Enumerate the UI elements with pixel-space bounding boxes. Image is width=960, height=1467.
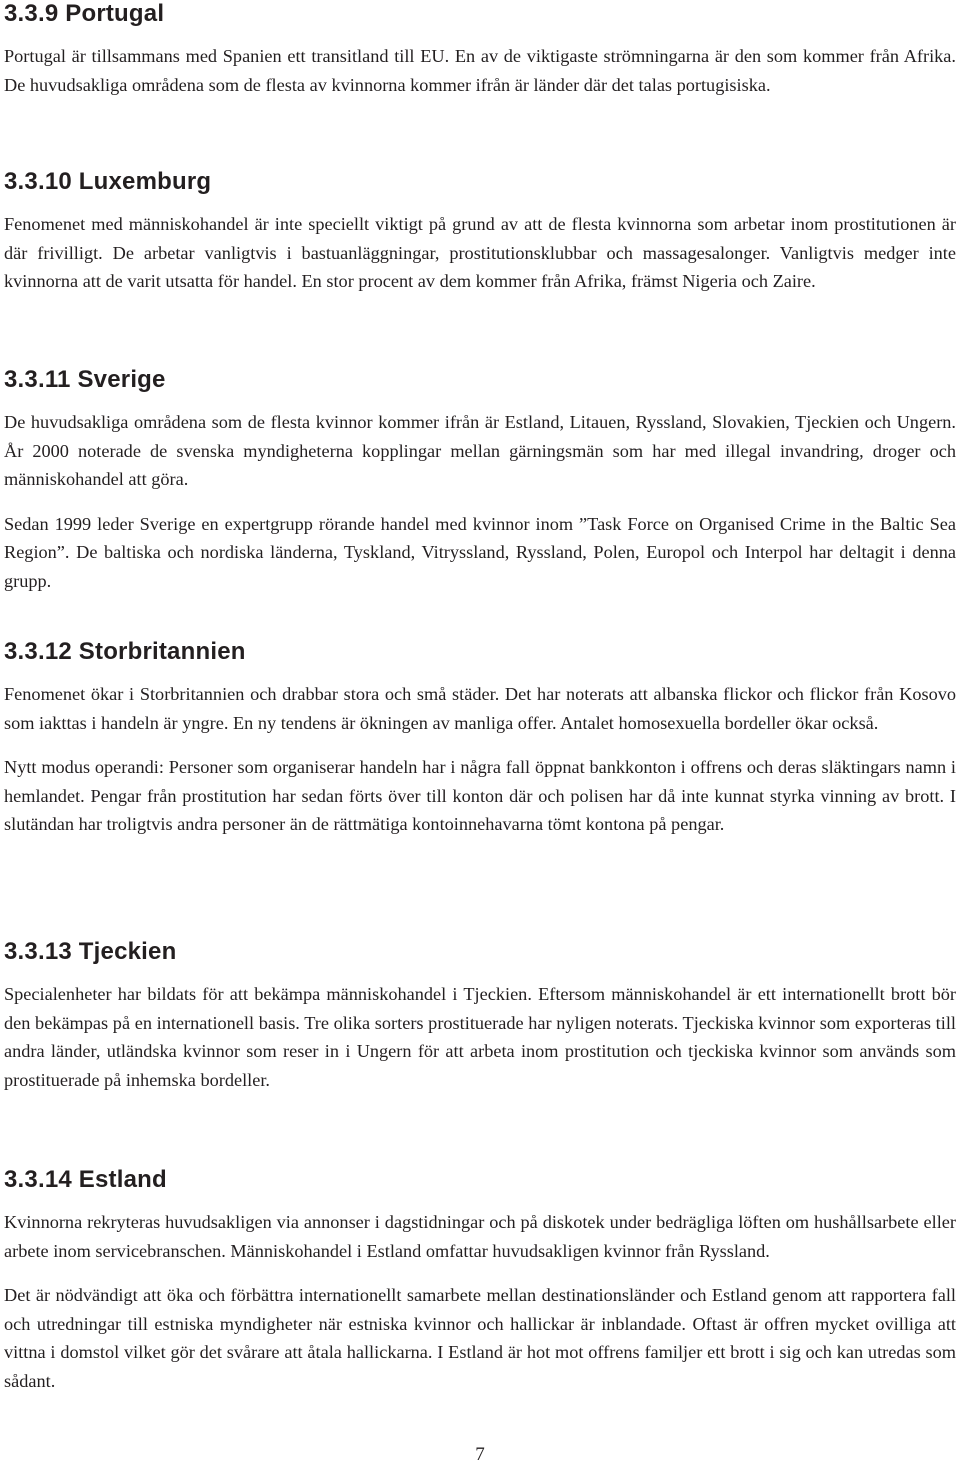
section-storbritannien	[4, 638, 956, 839]
section-paragraph: Det är nödvändigt att öka och förbättra internationellt samarbete mellan destinationsländer och Estland genom att rapportera fall och utredningar till estniska myndigheter när estniska kvinnor och hallickar är inblandade. Oftast är offren mycket ovilliga att vittna i domstol vilket gör det svårare att åtala hallickarna. I Estland är hot mot offrens familjer ett brott i sig och kan utredas som sådant.	[4, 1285, 956, 1391]
section-paragraph: Specialenheter har bildats för att bekämpa människohandel i Tjeckien. Eftersom människohandel är ett internationellt brott bör den bekämpas på en internationell basis. Tre olika sorters prostituerade har nyligen noterats. Tjeckiska kvinnor som exporteras till andra länder, utländska kvinnor som reser in i Ungern för att arbeta inom prostitution och tjeckiska kvinnor som används som prostituerade på inhemska bordeller.	[4, 984, 956, 1090]
section-paragraph: De huvudsakliga områdena som de flesta kvinnor kommer ifrån är Estland, Litauen, Ryssland, Slovakien, Tjeckien och Ungern. År 2000 noterade de svenska myndigheterna kopplingar mellan gärningsmän som har med illegal invandring, droger och människohandel att göra.	[4, 412, 956, 490]
section-paragraph: Fenomenet ökar i Storbritannien och drabbar stora och små städer. Det har noterats att albanska flickor och flickor från Kosovo som iakttas i handeln är yngre. En ny tendens är ökningen av manliga offer. Antalet homosexuella bordeller ökar också.	[4, 684, 956, 733]
section-heading: 3.3.13 Tjeckien	[4, 938, 177, 965]
section-tjeckien	[4, 938, 956, 1094]
section-heading: 3.3.11 Sverige	[4, 366, 166, 393]
section-heading: 3.3.9 Portugal	[4, 0, 165, 27]
section-paragraph: Portugal är tillsammans med Spanien ett transitland till EU. En av de viktigaste strömningarna är den som kommer från Afrika. De huvudsakliga områdena som de flesta av kvinnorna kommer ifrån är länder där det talas portugisiska.	[4, 46, 956, 95]
section-paragraph: Fenomenet med människohandel är inte speciellt viktigt på grund av att de flesta kvinnorna som arbetar inom prostitutionen är där frivilligt. De arbetar vanligtvis i bastuanläggningar, prostitutionsklubbar och massagesalonger. Vanligtvis medger inte kvinnorna att de varit utsatta för handel. En stor procent av dem kommer från Afrika, främst Nigeria och Zaire.	[4, 214, 956, 292]
section-portugal	[4, 0, 956, 99]
section-heading: 3.3.12 Storbritannien	[4, 638, 246, 665]
section-heading: 3.3.10 Luxemburg	[4, 168, 212, 195]
section-heading: 3.3.14 Estland	[4, 1166, 167, 1193]
page-number: 7	[475, 1444, 485, 1465]
section-paragraph: Sedan 1999 leder Sverige en expertgrupp rörande handel med kvinnor inom ”Task Force on Organised Crime in the Baltic Sea Region”. De baltiska och nordiska länderna, Tyskland, Vitryssland, Ryssland, Polen, Europol och Interpol har deltagit i denna grupp.	[4, 513, 956, 591]
section-estland	[4, 1166, 956, 1396]
section-paragraph: Kvinnorna rekryteras huvudsakligen via annonser i dagstidningar och på diskotek under bedrägliga löften om hushållsarbete eller arbete inom servicebranschen. Människohandel i Estland omfattar huvudsakligen kvinnor från Ryssland.	[4, 1212, 956, 1261]
section-luxemburg	[4, 168, 956, 296]
section-sverige	[4, 366, 956, 596]
section-paragraph: Nytt modus operandi: Personer som organiserar handeln har i några fall öppnat bankkonton i offrens och deras släktingars namn i hemlandet. Pengar från prostitution har sedan förts över till konton där och polisen har då inte kunnat styrka vinning av brott. I slutändan har troligtvis andra personer än de rättmätiga kontoinnehavarna tömt kontona på pengar.	[4, 757, 956, 835]
